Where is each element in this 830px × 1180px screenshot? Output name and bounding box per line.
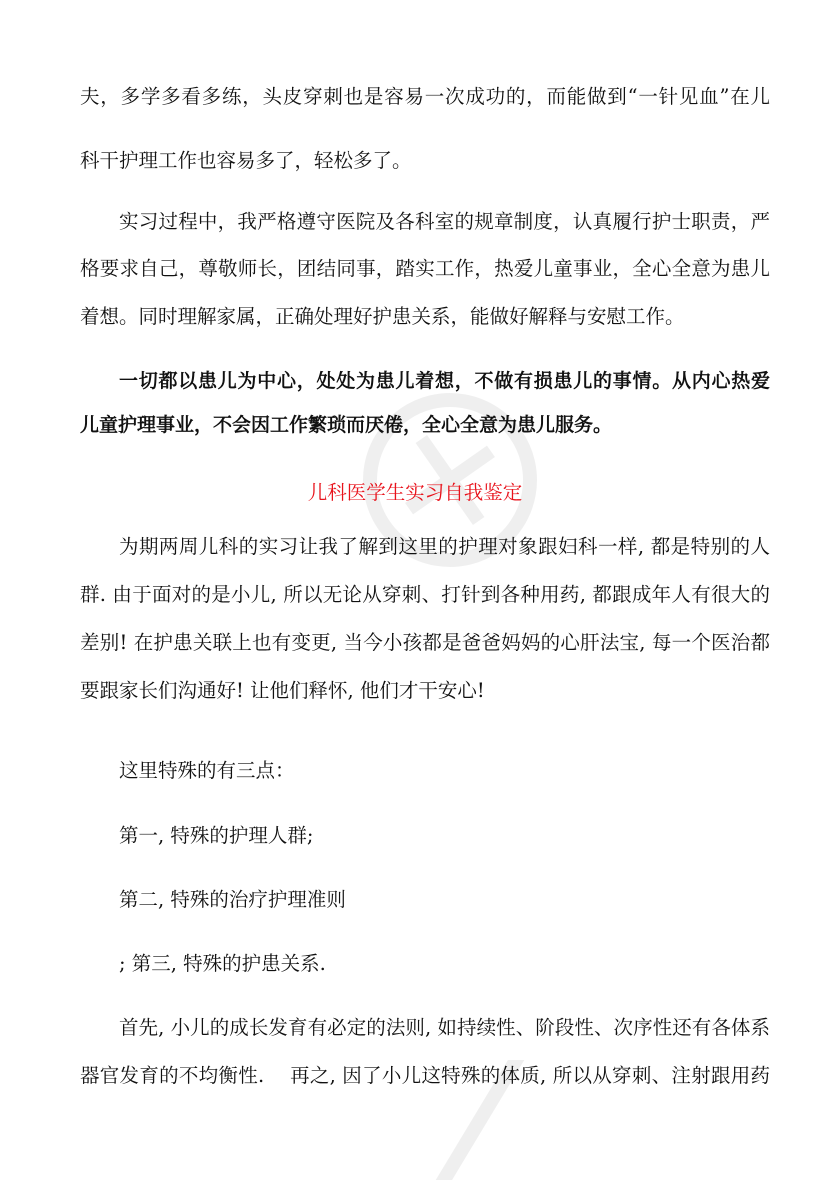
- section-title: 儿科医学生实习自我鉴定: [307, 481, 523, 504]
- text-line: 科干护理工作也容易多了，轻松多了。: [80, 149, 412, 172]
- text-line: 实习过程中，我严格遵守医院及各科室的规章制度，认真履行护士职责，严: [119, 210, 770, 233]
- text-line: 首先, 小儿的成长发育有必定的法则, 如持续性、阶段性、次序性还有各体系: [119, 1016, 770, 1039]
- text-line: 一切都以患儿为中心，处处为患儿着想，不做有损患儿的事情。从内心热爱: [119, 370, 770, 392]
- text-line: 第二, 特殊的治疗护理准则: [119, 888, 346, 911]
- text-line: ; 第三, 特殊的护患关系.: [119, 952, 326, 975]
- text-line: 器官发育的不均衡性. 再之, 因了小儿这特殊的体质, 所以从穿刺、注射跟用药: [80, 1064, 770, 1087]
- text-line: 为期两周儿科的实习让我了解到这里的护理对象跟妇科一样, 都是特别的人: [119, 535, 770, 558]
- text-line: 群. 由于面对的是小儿, 所以无论从穿刺、打针到各种用药, 都跟成年人有很大的: [80, 583, 770, 606]
- text-line: 格要求自己，尊敬师长，团结同事，踏实工作，热爱儿童事业，全心全意为患儿: [80, 257, 770, 280]
- text-line: 儿童护理事业，不会因工作繁琐而厌倦，全心全意为患儿服务。: [80, 414, 613, 436]
- text-line: 着想。同时理解家属，正确处理好护患关系，能做好解释与安慰工作。: [80, 305, 685, 328]
- text-line: 要跟家长们沟通好! 让他们释怀, 他们才干安心!: [80, 679, 485, 702]
- text-line: 这里特殊的有三点：: [119, 759, 295, 782]
- text-line: 第一, 特殊的护理人群;: [119, 824, 314, 847]
- text-line: 差别! 在护患关联上也有变更, 当今小孩都是爸爸妈妈的心肝法宝, 每一个医治都: [80, 631, 770, 654]
- text-line: 夫，多学多看多练，头皮穿刺也是容易一次成功的，而能做到“一针见血”在儿: [80, 85, 770, 108]
